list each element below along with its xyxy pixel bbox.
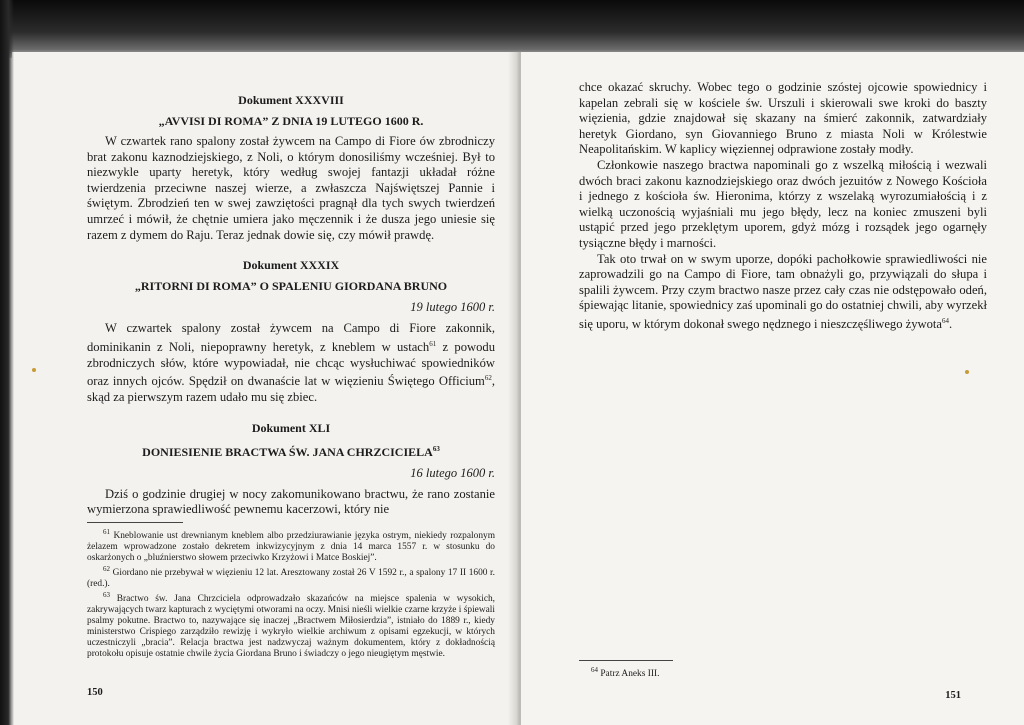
footnote-64-number: 64: [591, 666, 598, 674]
doc41-date: 16 lutego 1600 r.: [410, 465, 495, 480]
footnote-63: [87, 590, 495, 660]
footnote-ref-64[interactable]: 64: [942, 316, 950, 325]
doc41-subtitle-text: DONIESIENIE BRACTWA ŚW. JANA CHRZCICIELA: [142, 444, 433, 459]
right-para-3-text: Tak oto trwał on w swym uporze, dopóki pachołkowie sprawiedliwości nie zaprowadzili go na Campo di Fiore, tam obnażyli go, przywiązali do słupa i spalili żywcem. Przy czym bractwo nasze przez cały czas nie odstępowało odeń, śpiewając litanie, spowiednicy zaś upominali go do ostatniej chwili, aby wyrzekł się uporu, w którym dokonał swego nędznego i nieszczęśliwego żywota: [579, 251, 987, 332]
footnote-61-text: Kneblowanie ust drewnianym kneblem albo przedziurawianie języka ostrym, niekiedy rozpalonym żelazem wprowadzone zostało dekretem inkwizycyjnym z dnia 14 marca 1557 r. w stosunku do oskarżonych o „bluźnierstwo słowem przeciwko Krzyżowi i Matce Boskiej”.: [87, 531, 495, 564]
doc39-title: Dokument XXXIX: [242, 258, 340, 273]
right-page-content: [579, 80, 987, 333]
doc41-title: Dokument XLI: [251, 420, 331, 435]
footnote-62: [87, 564, 495, 590]
doc39-body-part-c: , skąd za pierwszym razem udało mu się zbiec.: [87, 374, 495, 404]
page-number-left: 150: [87, 687, 103, 698]
right-para-3: Tak oto trwał on w swym uporze, dopóki pachołkowie sprawiedliwości nie zaprowadzili go na Campo di Fiore, tam obnażyli go, przywiązali do słupa i spalili żywcem. Przy czym bractwo nasze przez cały czas nie odstępowało odeń, śpiewając litanie, spowiednicy zaś upominali go do ostatniej chwili, aby wyrzekł się uporu, w którym dokonał swego nędznego i nieszczęśliwego żywota$^{64}$.: [579, 251, 987, 332]
doc41-body: Dziś o godzinie drugiej w nocy zakomunikowano bractwu, że rano zostanie wymierzona sprawiedliwość pewnemu kacerzowi, który nie: [87, 486, 495, 517]
scan-background-top: [0, 0, 1024, 58]
doc39-body-part-a: W czwartek spalony został żywcem na Campo di Fiore zakonnik, dominikanin z Noli, niepoprawny heretyk, z kneblem w ustach: [87, 321, 495, 354]
footnote-ref-61[interactable]: 61: [429, 339, 437, 348]
ink-mark: [32, 368, 36, 372]
doc39-body: [87, 321, 495, 405]
doc41-subtitle: [87, 442, 495, 460]
doc39-body-part-b: z powodu zbrodniczych słów, które wypowiadał, nie chcąc wysłuchiwać spowiedników oraz innych ojców. Spędził on dwanaście lat w więzieniu Świętego Officium: [87, 339, 495, 389]
footnote-62-number: 62: [103, 565, 110, 574]
page-number-right: 151: [945, 690, 961, 701]
footnote-divider: [87, 522, 183, 523]
footnote-ref-62[interactable]: 62: [484, 374, 492, 383]
footnote-61-number: 61: [103, 528, 110, 536]
right-footnotes: [579, 660, 879, 680]
footnote-64: [579, 665, 879, 680]
footnote-ref-63[interactable]: 63: [432, 444, 440, 453]
doc38-subtitle: „AVVISI DI ROMA” Z DNIA 19 LUTEGO 1600 R.: [158, 114, 424, 128]
footnote-divider-right: [579, 660, 673, 661]
scan-background-left: [0, 0, 14, 725]
footnote-63-text: Bractwo św. Jana Chrzciciela odprowadzało skazańców na miejsce spalenia w wysokich, zakrywających twarz kapturach z wyciętymi otworami na oczy. Mnisi nieśli wielkie czarne krzyże i śpiewali psalmy pokutne. Bractwo to, nazywające się inaczej „Bractwem Miłosierdzia”, istniało do 1889 r., kiedy ministerstwo Crispiego zarządziło rewizję i wykryło wielkie archiwum z opisami egzekucji, w których uczestniczyli „bracia”. Relacja bractwa jest nadzwyczaj ważnym dokumentem, który z dokładnością protokołu opisuje ostatnie chwile życia Giordana Bruno i świadczy o jego nieugiętym męstwie.: [87, 594, 496, 660]
right-para-2: Członkowie naszego bractwa napominali go z wszelką miłością i wezwali dwóch braci zakonu kaznodziejskiego oraz dwóch jezuitów z Nowego Kościoła i jednego z kościoła św. Hieronima, którzy z wszelaką wyrozumiałością i z wielką uczonością wyjaśniali mu jego błędy, lecz na koniec zmuszeni byli ustąpić przed jego przeklętym uporem, gdyż mózg i rozsądek jego ogarnęły tysiączne błędy i marności.: [579, 157, 987, 250]
footnote-61: [87, 527, 495, 564]
doc38-title: Dokument XXXVIII: [238, 93, 344, 107]
left-page-content: [87, 92, 495, 518]
left-footnotes: [87, 522, 495, 660]
ink-mark-right: [965, 370, 969, 374]
footnote-64-text: Patrz Aneks III.: [600, 669, 660, 680]
doc39-subtitle: „RITORNI DI ROMA” O SPALENIU GIORDANA BRUNO: [134, 279, 448, 294]
right-page: [521, 52, 1024, 725]
footnote-63-number: 63: [103, 591, 110, 600]
right-para-1: chce okazać skruchy. Wobec tego o godzinie szóstej ojcowie spowiednicy i kapelan zebrali się w kościele św. Urszuli i skierowali swe kroki do baszty więzienia, gdzie znajdował się skazany na śmierć zakonnik, zatwardziały heretyk Giordano, syn Giovanniego Bruno z miasta Noli w Królestwie Neapolitańskim. W kaplicy więziennej odprawione zostały modły.: [579, 80, 987, 157]
doc39-date: 19 lutego 1600 r.: [410, 300, 495, 315]
footnote-62-text: Giordano nie przebywał w więzieniu 12 lat. Aresztowany został 26 V 1592 r., a spalony 17 II 1600 r. (red.).: [87, 568, 495, 590]
doc38-body: W czwartek rano spalony został żywcem na Campo di Fiore ów zbrodniczy brat zakonu kaznodziejskiego, z Noli, o którym donosiliśmy wcześniej. Był to niezwykle uparty heretyk, który według swojej fantazji układał różne twierdzenia przeciwne naszej wierze, a zwłaszcza Najświętszej Pannie i świętym. Zbrodzień ten w swej zawziętości pragnął dla tych swych twierdzeń umrzeć i mówił, że chętnie umiera jako męczennik i że dusza jego uniesie się razem z dymem do Raju. Teraz jednak dowie się, czy mówił prawdę.: [87, 134, 495, 242]
left-page: [12, 52, 518, 725]
